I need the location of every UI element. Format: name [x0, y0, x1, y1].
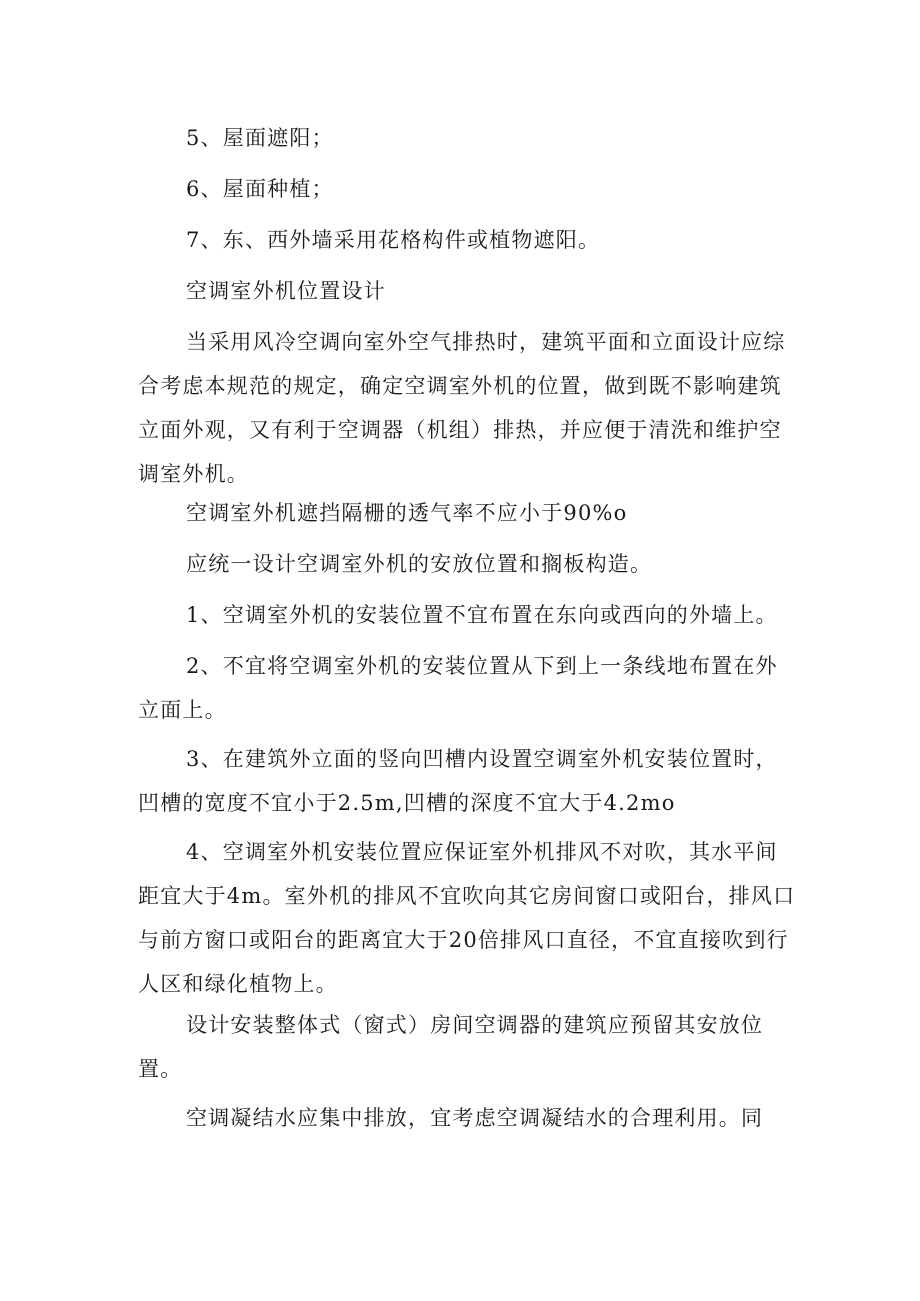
paragraph-roof-shading: 5、屋面遮阳； [186, 126, 334, 150]
paragraph-item-4: 4、空调室外机安装位置应保证室外机排风不对吹，其水平间距宜大于4m。室外机的排风不宜吹向其它房间窗口或阳台，排风口与前方窗口或阳台的距离宜大于20倍排风口直径，不宜直接吹到行人区和绿化植物上。 [138, 840, 796, 996]
paragraph-wall-shading: 7、东、西外墙采用花格构件或植物遮阳。 [186, 228, 601, 252]
paragraph-grille-permeability: 空调室外机遮挡隔栅的透气率不应小于90%o [186, 501, 628, 525]
paragraph-unified-design: 应统一设计空调室外机的安放位置和搁板构造。 [186, 552, 653, 576]
paragraph-roof-planting: 6、屋面种植； [186, 177, 334, 201]
paragraph-window-ac: 设计安装整体式（窗式）房间空调器的建筑应预留其安放位置。 [138, 1013, 764, 1081]
paragraph-condensate: 空调凝结水应集中排放，宜考虑空调凝结水的合理利用。同 [186, 1106, 764, 1130]
paragraph-item-3: 3、在建筑外立面的竖向凹槽内设置空调室外机安装位置时，凹槽的宽度不宜小于2.5m,凹槽的深度不宜大于4.2mo [138, 747, 778, 815]
paragraph-ac-design: 当采用风冷空调向室外空气排热时，建筑平面和立面设计应综合考虑本规范的规定，确定空调室外机的位置，做到既不影响建筑立面外观，又有利于空调器（机组）排热，并应便于清洗和维护空调室外机。 [138, 330, 786, 486]
paragraph-item-2: 2、不宜将空调室外机的安装位置从下到上一条线地布置在外立面上。 [138, 654, 778, 722]
section-heading-ac-position: 空调室外机位置设计 [186, 279, 386, 303]
paragraph-item-1: 1、空调室外机的安装位置不宜布置在东向或西向的外墙上。 [186, 603, 778, 627]
